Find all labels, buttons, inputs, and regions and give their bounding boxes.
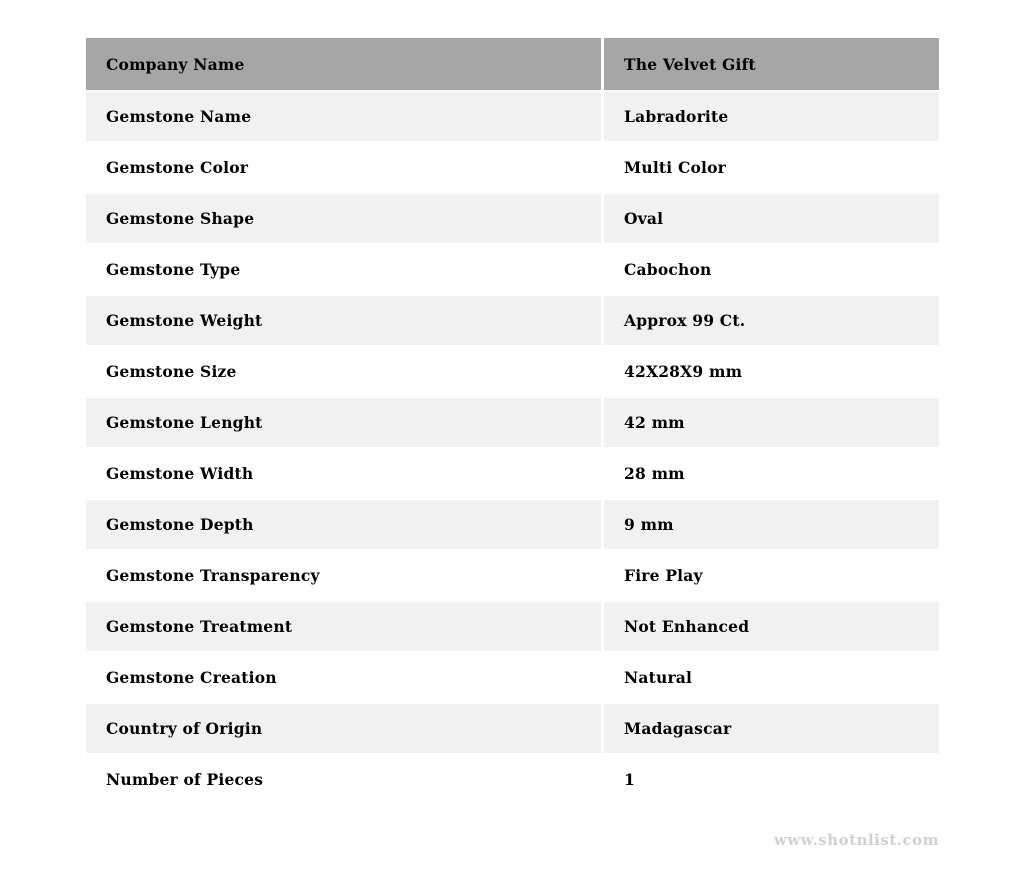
- row-label-country-of-origin: Country of Origin: [86, 704, 601, 753]
- row-value-gemstone-color: Multi Color: [604, 143, 939, 192]
- row-label-gemstone-transparency: Gemstone Transparency: [86, 551, 601, 600]
- row-label-gemstone-type: Gemstone Type: [86, 245, 601, 294]
- row-value-gemstone-lenght: 42 mm: [604, 398, 939, 447]
- row-label-gemstone-shape: Gemstone Shape: [86, 194, 601, 243]
- row-value-gemstone-width: 28 mm: [604, 449, 939, 498]
- gemstone-spec-table: [86, 38, 939, 804]
- row-value-number-of-pieces: 1: [604, 755, 939, 804]
- row-label-gemstone-lenght: Gemstone Lenght: [86, 398, 601, 447]
- row-value-gemstone-treatment: Not Enhanced: [604, 602, 939, 651]
- header-value-cell: The Velvet Gift: [604, 38, 939, 90]
- row-value-gemstone-creation: Natural: [604, 653, 939, 702]
- row-label-gemstone-treatment: Gemstone Treatment: [86, 602, 601, 651]
- row-value-gemstone-weight: Approx 99 Ct.: [604, 296, 939, 345]
- row-label-gemstone-weight: Gemstone Weight: [86, 296, 601, 345]
- row-value-gemstone-shape: Oval: [604, 194, 939, 243]
- row-label-gemstone-name: Gemstone Name: [86, 92, 601, 141]
- row-value-gemstone-depth: 9 mm: [604, 500, 939, 549]
- row-label-gemstone-creation: Gemstone Creation: [86, 653, 601, 702]
- row-value-gemstone-name: Labradorite: [604, 92, 939, 141]
- row-value-gemstone-type: Cabochon: [604, 245, 939, 294]
- watermark-text: www.shotnlist.com: [773, 831, 939, 849]
- row-value-country-of-origin: Madagascar: [604, 704, 939, 753]
- row-label-gemstone-size: Gemstone Size: [86, 347, 601, 396]
- row-value-gemstone-size: 42X28X9 mm: [604, 347, 939, 396]
- row-label-gemstone-color: Gemstone Color: [86, 143, 601, 192]
- row-value-gemstone-transparency: Fire Play: [604, 551, 939, 600]
- header-attribute-cell: Company Name: [86, 38, 601, 90]
- row-label-gemstone-width: Gemstone Width: [86, 449, 601, 498]
- row-label-number-of-pieces: Number of Pieces: [86, 755, 601, 804]
- row-label-gemstone-depth: Gemstone Depth: [86, 500, 601, 549]
